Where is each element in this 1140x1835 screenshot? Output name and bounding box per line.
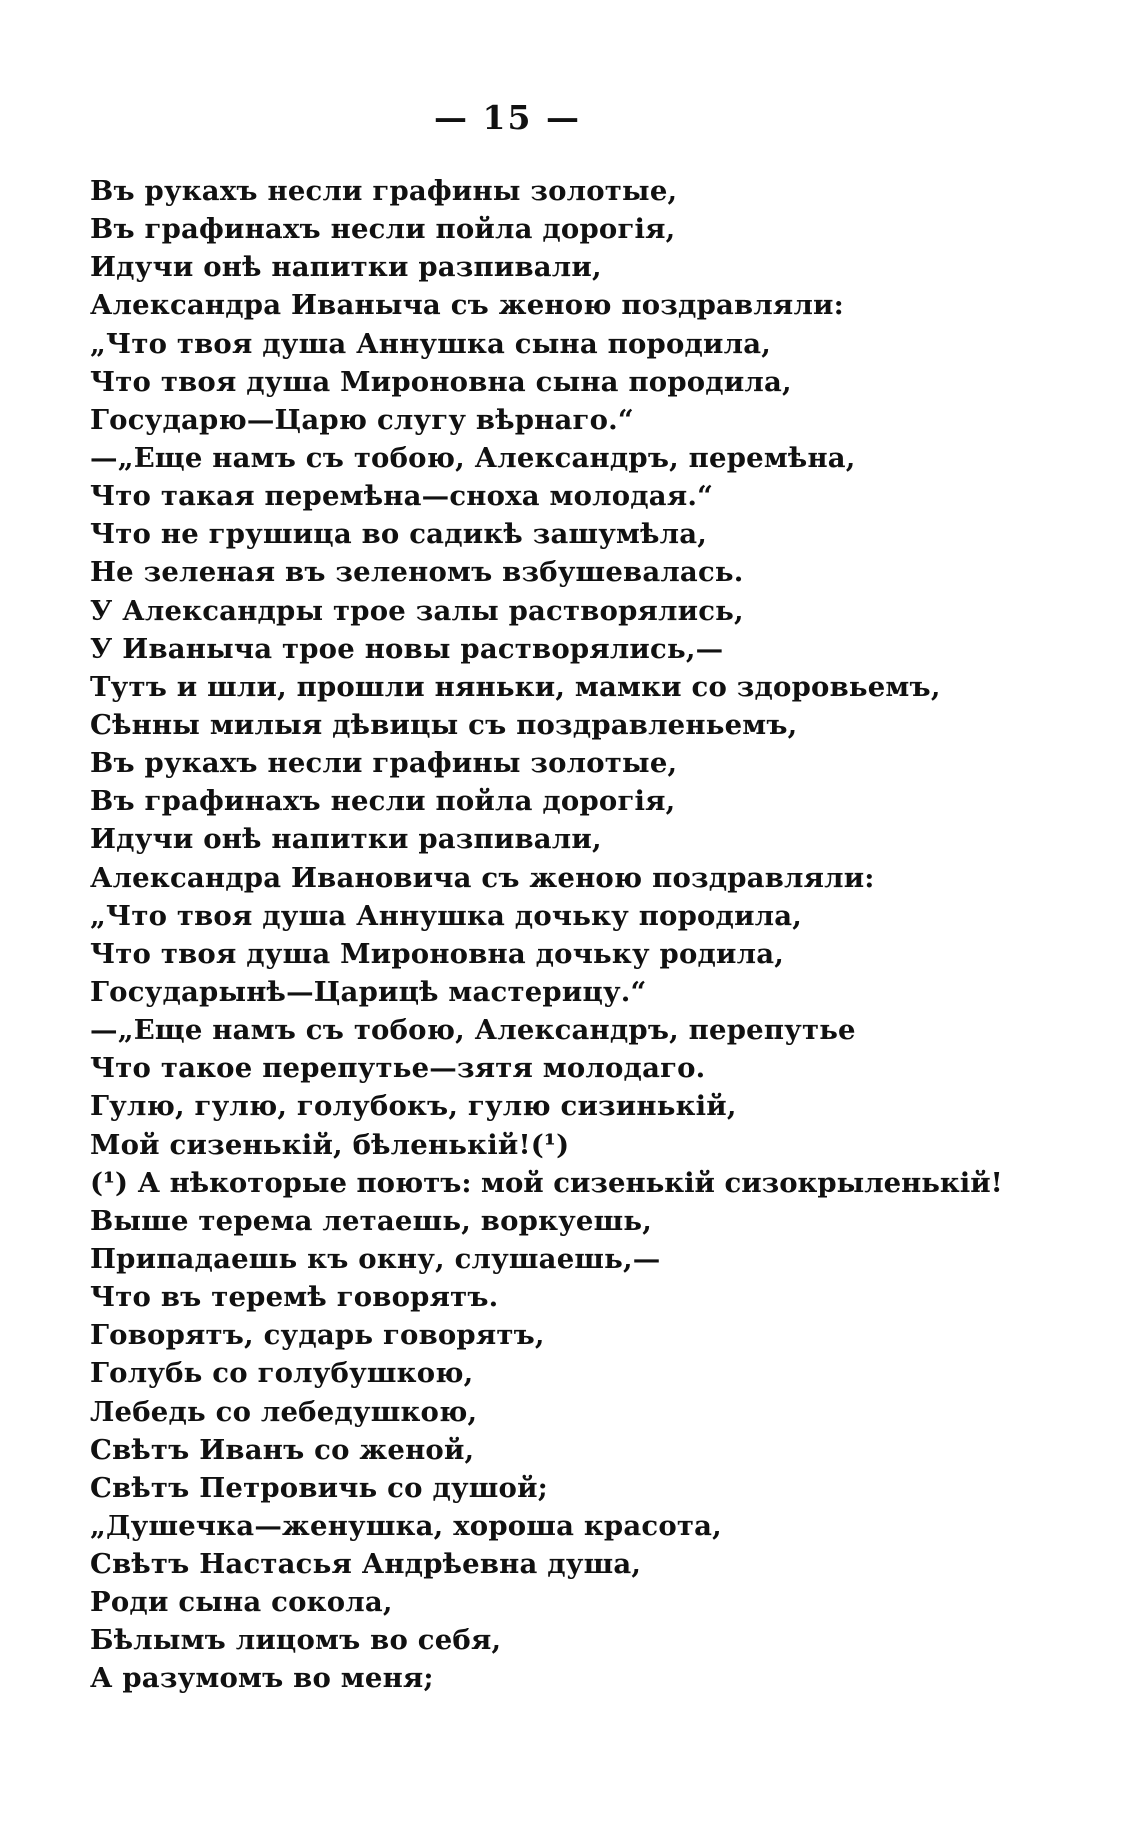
verse-line: У Александры трое залы растворялись, — [90, 594, 744, 627]
verse-line: Выше терема летаешь, воркуешь, — [90, 1204, 653, 1237]
verse-line: А разумомъ во меня; — [90, 1662, 434, 1695]
verse-line: Александра Ивановича съ женою поздравляли: — [90, 861, 875, 894]
verse-line: Государю—Царю слугу вѣрнаго.“ — [90, 403, 634, 436]
verse-line: Припадаешь къ окну, слушаешь,— — [90, 1242, 661, 1275]
verse-line: У Иваныча трое новы растворялись,— — [90, 632, 724, 665]
verse-line: Что такое перепутье—зятя молодаго. — [90, 1052, 706, 1085]
verse-line: Что такая перемѣна—сноха молодая.“ — [90, 480, 714, 513]
verse-line: „Что твоя душа Аннушка дочьку породила, — [90, 899, 803, 932]
verse-line: Въ графинахъ несли пойла дорогія, — [90, 785, 676, 818]
verse-line: Идучи онѣ напитки разпивали, — [90, 251, 602, 284]
verse-line: —„Еще намъ съ тобою, Александръ, перепутье — [90, 1014, 856, 1047]
verse-line: Что въ теремѣ говорятъ. — [90, 1281, 499, 1314]
verse-line: „Что твоя душа Аннушка сына породила, — [90, 327, 771, 360]
verse-line: Гулю, гулю, голубокъ, гулю сизинькій, — [90, 1090, 737, 1123]
verse-line: Роди сына сокола, — [90, 1586, 393, 1619]
verse-line: „Душечка—женушка, хороша красота, — [90, 1509, 722, 1542]
verse-line: Александра Иваныча съ женою поздравляли: — [90, 289, 844, 322]
verse-line: Что твоя душа Мироновна дочьку родила, — [90, 937, 785, 970]
verse-line: Бѣлымъ лицомъ во себя, — [90, 1624, 502, 1657]
verse-line: Свѣтъ Петровичь со душой; — [90, 1471, 549, 1504]
verse-line: Идучи онѣ напитки разпивали, — [90, 823, 602, 856]
verse-line: Лебедь со лебедушкою, — [90, 1395, 478, 1428]
verse-line: —„Еще намъ съ тобою, Александръ, перемѣна, — [90, 441, 856, 474]
verse-line: Говорятъ, сударь говорятъ, — [90, 1319, 545, 1352]
poem-text — [90, 172, 1090, 1698]
verse-line: Голубь со голубушкою, — [90, 1357, 474, 1390]
verse-line: Что не грушица во садикѣ зашумѣла, — [90, 518, 708, 551]
verse-line: Мой сизенькій, бѣленькій!(¹) — [90, 1128, 570, 1161]
verse-line: Въ рукахъ несли графины золотые, — [90, 175, 678, 207]
verse-line: Въ рукахъ несли графины золотые, — [90, 747, 678, 780]
verse-line: Государынѣ—Царицѣ мастерицу.“ — [90, 975, 647, 1008]
verse-line: Тутъ и шли, прошли няньки, мамки со здоровьемъ, — [90, 670, 941, 703]
verse-line: Что твоя душа Мироновна сына породила, — [90, 365, 792, 398]
footnote-line: (¹) А нѣкоторые поютъ: мой сизенькій сизокрыленькій! — [90, 1166, 1003, 1199]
verse-line: Въ графинахъ несли пойла дорогія, — [90, 213, 676, 246]
verse-line: Свѣтъ Настасья Андрѣевна душа, — [90, 1548, 642, 1581]
verse-line: Не зеленая въ зеленомъ взбушевалась. — [90, 556, 744, 589]
page-number: — 15 — — [434, 98, 581, 137]
verse-line: Сѣнны милыя дѣвицы съ поздравленьемъ, — [90, 708, 798, 741]
verse-line: Свѣтъ Иванъ со женой, — [90, 1433, 475, 1466]
